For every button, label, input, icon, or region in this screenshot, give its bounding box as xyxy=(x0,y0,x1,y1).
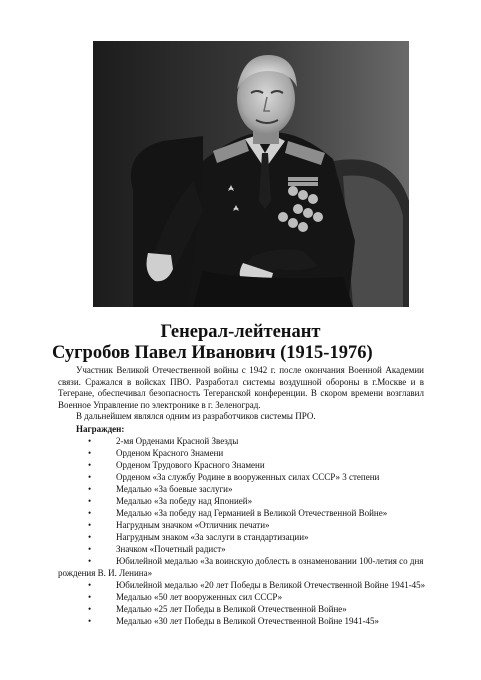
bullet-icon: • xyxy=(88,508,92,518)
bullet-icon: • xyxy=(88,436,92,446)
portrait-illustration xyxy=(93,41,409,307)
award-item-long-line-2: рождения В. И. Ленина» xyxy=(58,567,153,578)
biography-paragraph-2: В дальнейшем являлся одним из разработчиков системы ПРО. xyxy=(76,411,316,422)
award-item: Орденом «За службу Родине в вооруженных силах СССР» 3 степени xyxy=(116,472,380,482)
bullet-icon: • xyxy=(88,460,92,470)
award-item-long-line-1: Юбилейной медалью «За воинскую доблесть в ознаменовании 100-летия со дня xyxy=(116,556,424,566)
bullet-icon: • xyxy=(88,448,92,458)
bullet-icon: • xyxy=(88,484,92,494)
award-item: Юбилейной медалью «20 лет Победы в Великой Отечественной Войне 1941-45» xyxy=(116,580,426,590)
award-item: Медалью «За победу над Германией в Великой Отечественной Войне» xyxy=(116,508,388,518)
bullet-icon: • xyxy=(88,592,92,602)
bullet-icon: • xyxy=(88,496,92,506)
bullet-icon: • xyxy=(88,604,92,614)
biography xyxy=(58,365,424,423)
rank-title: Генерал-лейтенант xyxy=(160,322,321,342)
awards-heading: Награжден: xyxy=(76,424,125,434)
bullet-icon: • xyxy=(88,580,92,590)
award-item: Орденом Красного Знамени xyxy=(116,448,224,458)
bullet-icon: • xyxy=(88,616,92,626)
award-item: Значком «Почетный радист» xyxy=(116,544,226,554)
biography-paragraph-1: Участник Великой Отечественной войны с 1942 г. после окончания Военной Академии связи. Сражался в войсках ПВО. Разработал системы воздушной обороны в г.Москве и в Тегеране, обеспечивал безопасность Тегеранской конференции. В скором времени возглавил Военное Управление по электронике в г. Зеленоград. xyxy=(58,365,424,410)
bullet-icon: • xyxy=(88,472,92,482)
award-item-long xyxy=(58,556,424,579)
award-item: Медалью «50 лет вооруженных сил СССР» xyxy=(116,592,283,602)
award-item: Медалью «За боевые заслуги» xyxy=(116,484,233,494)
bullet-icon: • xyxy=(88,556,92,566)
award-item: Медалью «За победу над Японией» xyxy=(116,496,253,506)
award-item: Медалью «30 лет Победы в Великой Отечественной Войне 1941-45» xyxy=(116,616,380,626)
award-item: Орденом Трудового Красного Знамени xyxy=(116,460,265,470)
award-item: Нагрудным знаком «За заслуги в стандартизации» xyxy=(116,532,309,542)
bullet-icon: • xyxy=(88,544,92,554)
bullet-icon: • xyxy=(88,520,92,530)
bullet-icon: • xyxy=(88,532,92,542)
award-item: Нагрудным значком «Отличник печати» xyxy=(116,520,270,530)
portrait-photo xyxy=(93,41,409,307)
award-item: Медалью «25 лет Победы в Великой Отечественной Войне» xyxy=(116,604,347,614)
award-item: 2-мя Орденами Красной Звезды xyxy=(116,436,239,446)
person-name-title: Сугробов Павел Иванович (1915-1976) xyxy=(52,343,373,363)
